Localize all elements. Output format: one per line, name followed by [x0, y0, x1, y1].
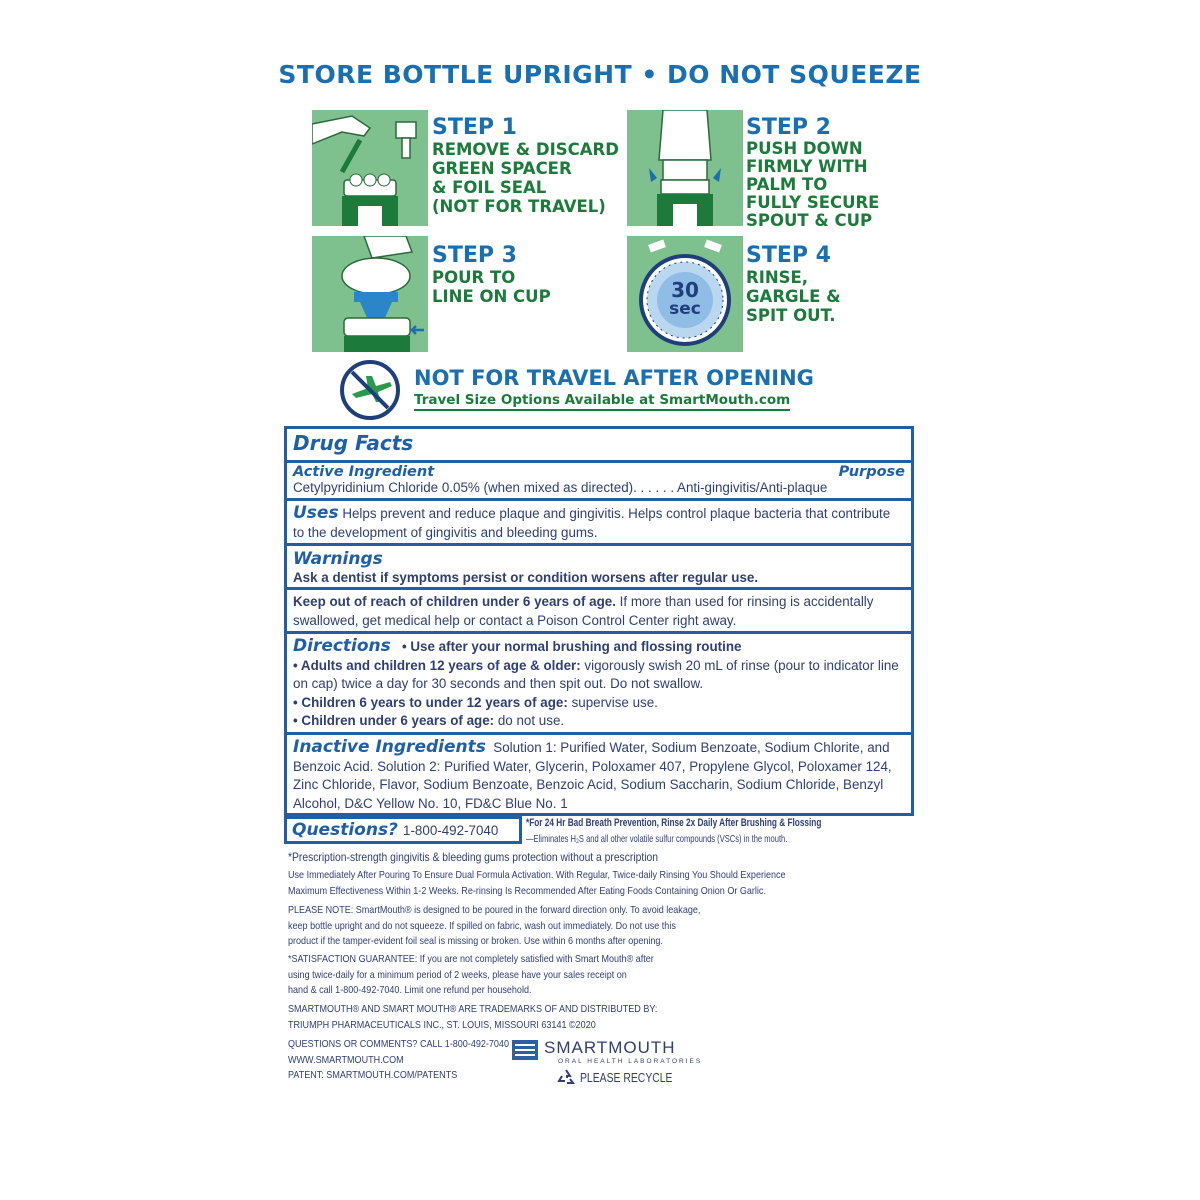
- step2-text: PUSH DOWN FIRMLY WITH PALM TO FULLY SECURE SPOUT & CUP: [746, 139, 880, 230]
- keep-out-section: [287, 587, 911, 631]
- warnings-section: [287, 543, 911, 587]
- step1-title: STEP 1: [432, 115, 517, 140]
- smartmouth-logo-icon: [512, 1040, 538, 1060]
- directions-children-bold: • Children 6 years to under 12 years of age:: [293, 694, 568, 710]
- drug-facts-panel: [284, 426, 914, 816]
- uses-text: Helps prevent and reduce plaque and gingivitis. Helps control plaque bacteria that contribute to the development of gingivitis and bleeding gums.: [293, 506, 891, 540]
- step4-text: RINSE, GARGLE & SPIT OUT.: [746, 268, 841, 325]
- footnote-24hr: *For 24 Hr Bad Breath Prevention, Rinse 2x Daily After Brushing & Flossing: [526, 817, 822, 829]
- fine-print-use: Use Immediately After Pouring To Ensure Dual Formula Activation. With Regular, Twice-daily Rinsing You Should Experience Maximum Effectiveness Within 1-2 Weeks. Re-rinsing Is Recommended After Eating Foods Containing Onion Or Garlic.: [288, 869, 786, 897]
- step3-title: STEP 3: [432, 243, 517, 268]
- spacer-removal-icon: [312, 110, 428, 226]
- directions-adults-text: vigorously swish 20 mL of rinse (pour to indicator line on cap) twice a day for 30 seconds and then spit out. Do not swallow.: [293, 657, 899, 691]
- step1-illustration: [312, 110, 428, 226]
- step4-title: STEP 4: [746, 243, 831, 268]
- warnings-heading: Warnings: [293, 549, 383, 569]
- active-ingredient-heading: Active Ingredient: [293, 464, 435, 480]
- fine-print-rx: *Prescription-strength gingivitis & bleeding gums protection without a prescription: [288, 850, 658, 864]
- drug-facts-title: Drug Facts: [293, 431, 414, 455]
- step4-illustration: [627, 236, 743, 352]
- step3-illustration: [312, 236, 428, 352]
- no-airplane-icon: [338, 358, 402, 422]
- pour-icon: [312, 236, 428, 352]
- not-for-travel-title: NOT FOR TRAVEL AFTER OPENING: [414, 366, 814, 390]
- store-upright-headline: STORE BOTTLE UPRIGHT • DO NOT SQUEEZE: [278, 60, 922, 89]
- please-recycle: PLEASE RECYCLE: [580, 1070, 673, 1085]
- inactive-ingredients-text: Solution 1: Purified Water, Sodium Benzoate, Sodium Chlorite, and Benzoic Acid. Solution 2: Purified Water, Glycerin, Poloxamer 407, Propylene Glycol, Poloxamer 124, Zinc Chloride, Flavor, Sodium Benzoate, Benzoic Acid, Sodium Saccharin, Sodium Chloride, Benzyl Alcohol, D&C Yellow No. 10, FD&C Blue No. 1: [293, 740, 892, 811]
- timer-unit: sec: [669, 299, 701, 319]
- fine-print-contact: QUESTIONS OR COMMENTS? CALL 1-800-492-7040 WWW.SMARTMOUTH.COM PATENT: SMARTMOUTH.COM/PATENTS: [288, 1038, 509, 1081]
- active-ingredient-section: [287, 460, 911, 498]
- warnings-dentist-line: Ask a dentist if symptoms persist or condition worsens after regular use.: [293, 570, 759, 585]
- inactive-ingredients-heading: Inactive Ingredients: [293, 737, 486, 757]
- timer-value: 30: [671, 278, 699, 302]
- keep-out-text: If more than used for rinsing is accidentally swallowed, get medical help or contact a Poison Control Center right away.: [293, 594, 874, 628]
- directions-adults-bold: • Adults and children 12 years of age & older:: [293, 657, 581, 673]
- uses-section: [287, 498, 911, 543]
- directions-children-text: supervise use.: [567, 694, 658, 710]
- step3-text: POUR TO LINE ON CUP: [432, 268, 551, 306]
- brand-name: SMARTMOUTH: [544, 1038, 676, 1057]
- step2-illustration: [627, 110, 743, 226]
- directions-heading: Directions: [293, 636, 391, 656]
- keep-out-bold: Keep out of reach of children under 6 years of age.: [293, 594, 616, 609]
- questions-box: [284, 816, 522, 844]
- brand-tagline: ORAL HEALTH LABORATORIES: [558, 1058, 703, 1065]
- purpose-heading: Purpose: [838, 464, 905, 480]
- push-down-icon: [627, 110, 743, 226]
- travel-size-link[interactable]: Travel Size Options Available at SmartMouth.com: [414, 392, 790, 411]
- inactive-ingredients-section: [287, 732, 911, 816]
- fine-print-note: PLEASE NOTE: SmartMouth® is designed to be poured in the forward direction only. To avoid leakage, keep bottle upright and do not squeeze. If spilled on fabric, wash out immediately. Do not use this product if the tamper-evident foil seal is missing or broken. Use within 6 months after opening.: [288, 904, 701, 947]
- footnote-24hr-vsc: —Eliminates H₂S and all other volatile sulfur compounds (VSCs) in the mouth.: [526, 833, 788, 845]
- questions-heading: Questions?: [292, 820, 398, 840]
- step1-text: REMOVE & DISCARD GREEN SPACER & FOIL SEAL (NOT FOR TRAVEL): [432, 140, 619, 216]
- active-ingredient-line: Cetylpyridinium Chloride 0.05% (when mixed as directed). . . . . . Anti-gingivitis/Anti-plaque: [293, 480, 828, 495]
- fine-print-trademark: SMARTMOUTH® AND SMART MOUTH® ARE TRADEMARKS OF AND DISTRIBUTED BY: TRIUMPH PHARMACEUTICALS INC., ST. LOUIS, MISSOURI 63141 ©2020: [288, 1003, 658, 1031]
- directions-under6-bold: • Children under 6 years of age:: [293, 713, 495, 728]
- recycle-icon: [557, 1068, 575, 1086]
- fine-print-guarantee: *SATISFACTION GUARANTEE: If you are not completely satisfied with Smart Mouth® after using twice-daily for a minimum period of 2 weeks, please have your sales receipt on hand & call 1-800-492-7040. Limit one refund per household.: [288, 953, 654, 996]
- directions-section: [287, 631, 911, 732]
- uses-heading: Uses: [293, 503, 339, 523]
- questions-phone[interactable]: 1-800-492-7040: [403, 823, 499, 838]
- step2-title: STEP 2: [746, 115, 831, 140]
- directions-routine: • Use after your normal brushing and flossing routine: [401, 639, 742, 654]
- directions-under6-text: do not use.: [494, 713, 565, 728]
